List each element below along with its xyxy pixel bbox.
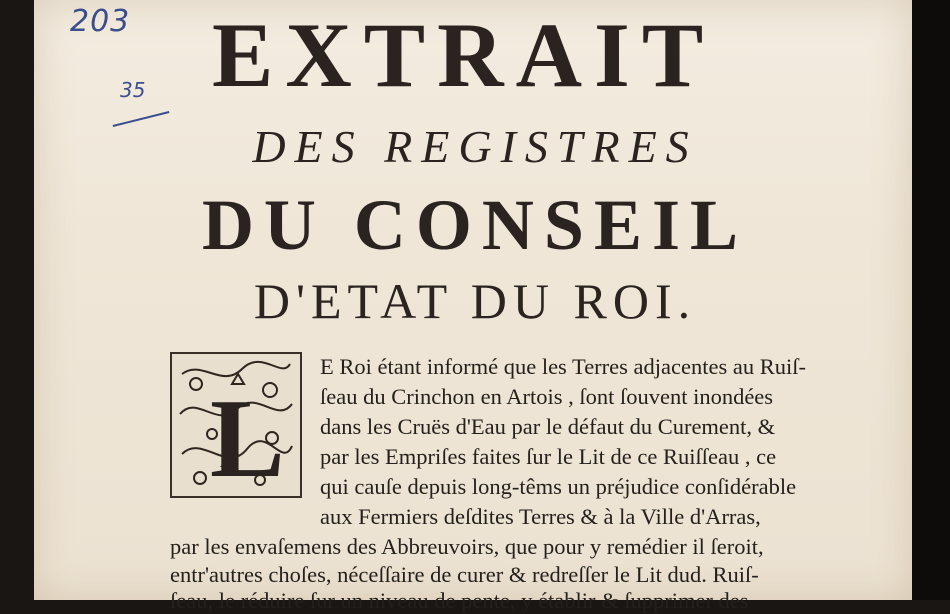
title-line-extrait: EXTRAIT [212, 4, 716, 106]
svg-text:L: L [210, 377, 285, 496]
body-line-5: qui cauſe depuis long-têms un préjudice conſidérable [320, 474, 797, 499]
body-line-6: aux Fermiers deſdites Terres & à la Ville d'Arras, [320, 504, 761, 529]
floral-ornament-icon [172, 354, 300, 496]
body-line-7: par les envaſemens des Abbreuvoirs, que pour y remédier il ſeroit, [170, 534, 764, 559]
title-line-etat-du-roi: D'ETAT DU ROI. [253, 273, 697, 329]
title-line-conseil: DU CONSEIL [201, 185, 749, 265]
body-line-1: E Roi étant informé que les Terres adjacentes au Ruiſ- [320, 354, 806, 379]
handwritten-number-small: 35 [120, 78, 146, 102]
body-line-9: ſeau, le réduire ſur un niveau de pente, y établir & ſupprimer des [170, 588, 749, 613]
body-line-8: entr'autres choſes, néceſſaire de curer & redreſſer le Lit dud. Ruiſ- [170, 562, 759, 587]
ornate-drop-cap [170, 352, 302, 498]
handwritten-number: 203 [70, 4, 131, 39]
body-line-2: ſeau du Crinchon en Artois , ſont ſouvent inondées [320, 384, 774, 409]
body-line-4: par les Empriſes faites ſur le Lit de ce Ruiſſeau , ce [320, 444, 777, 469]
body-line-3: dans les Cruës d'Eau par le défaut du Curement, & [320, 414, 776, 439]
title-line-registres: DES REGISTRES [252, 121, 698, 172]
